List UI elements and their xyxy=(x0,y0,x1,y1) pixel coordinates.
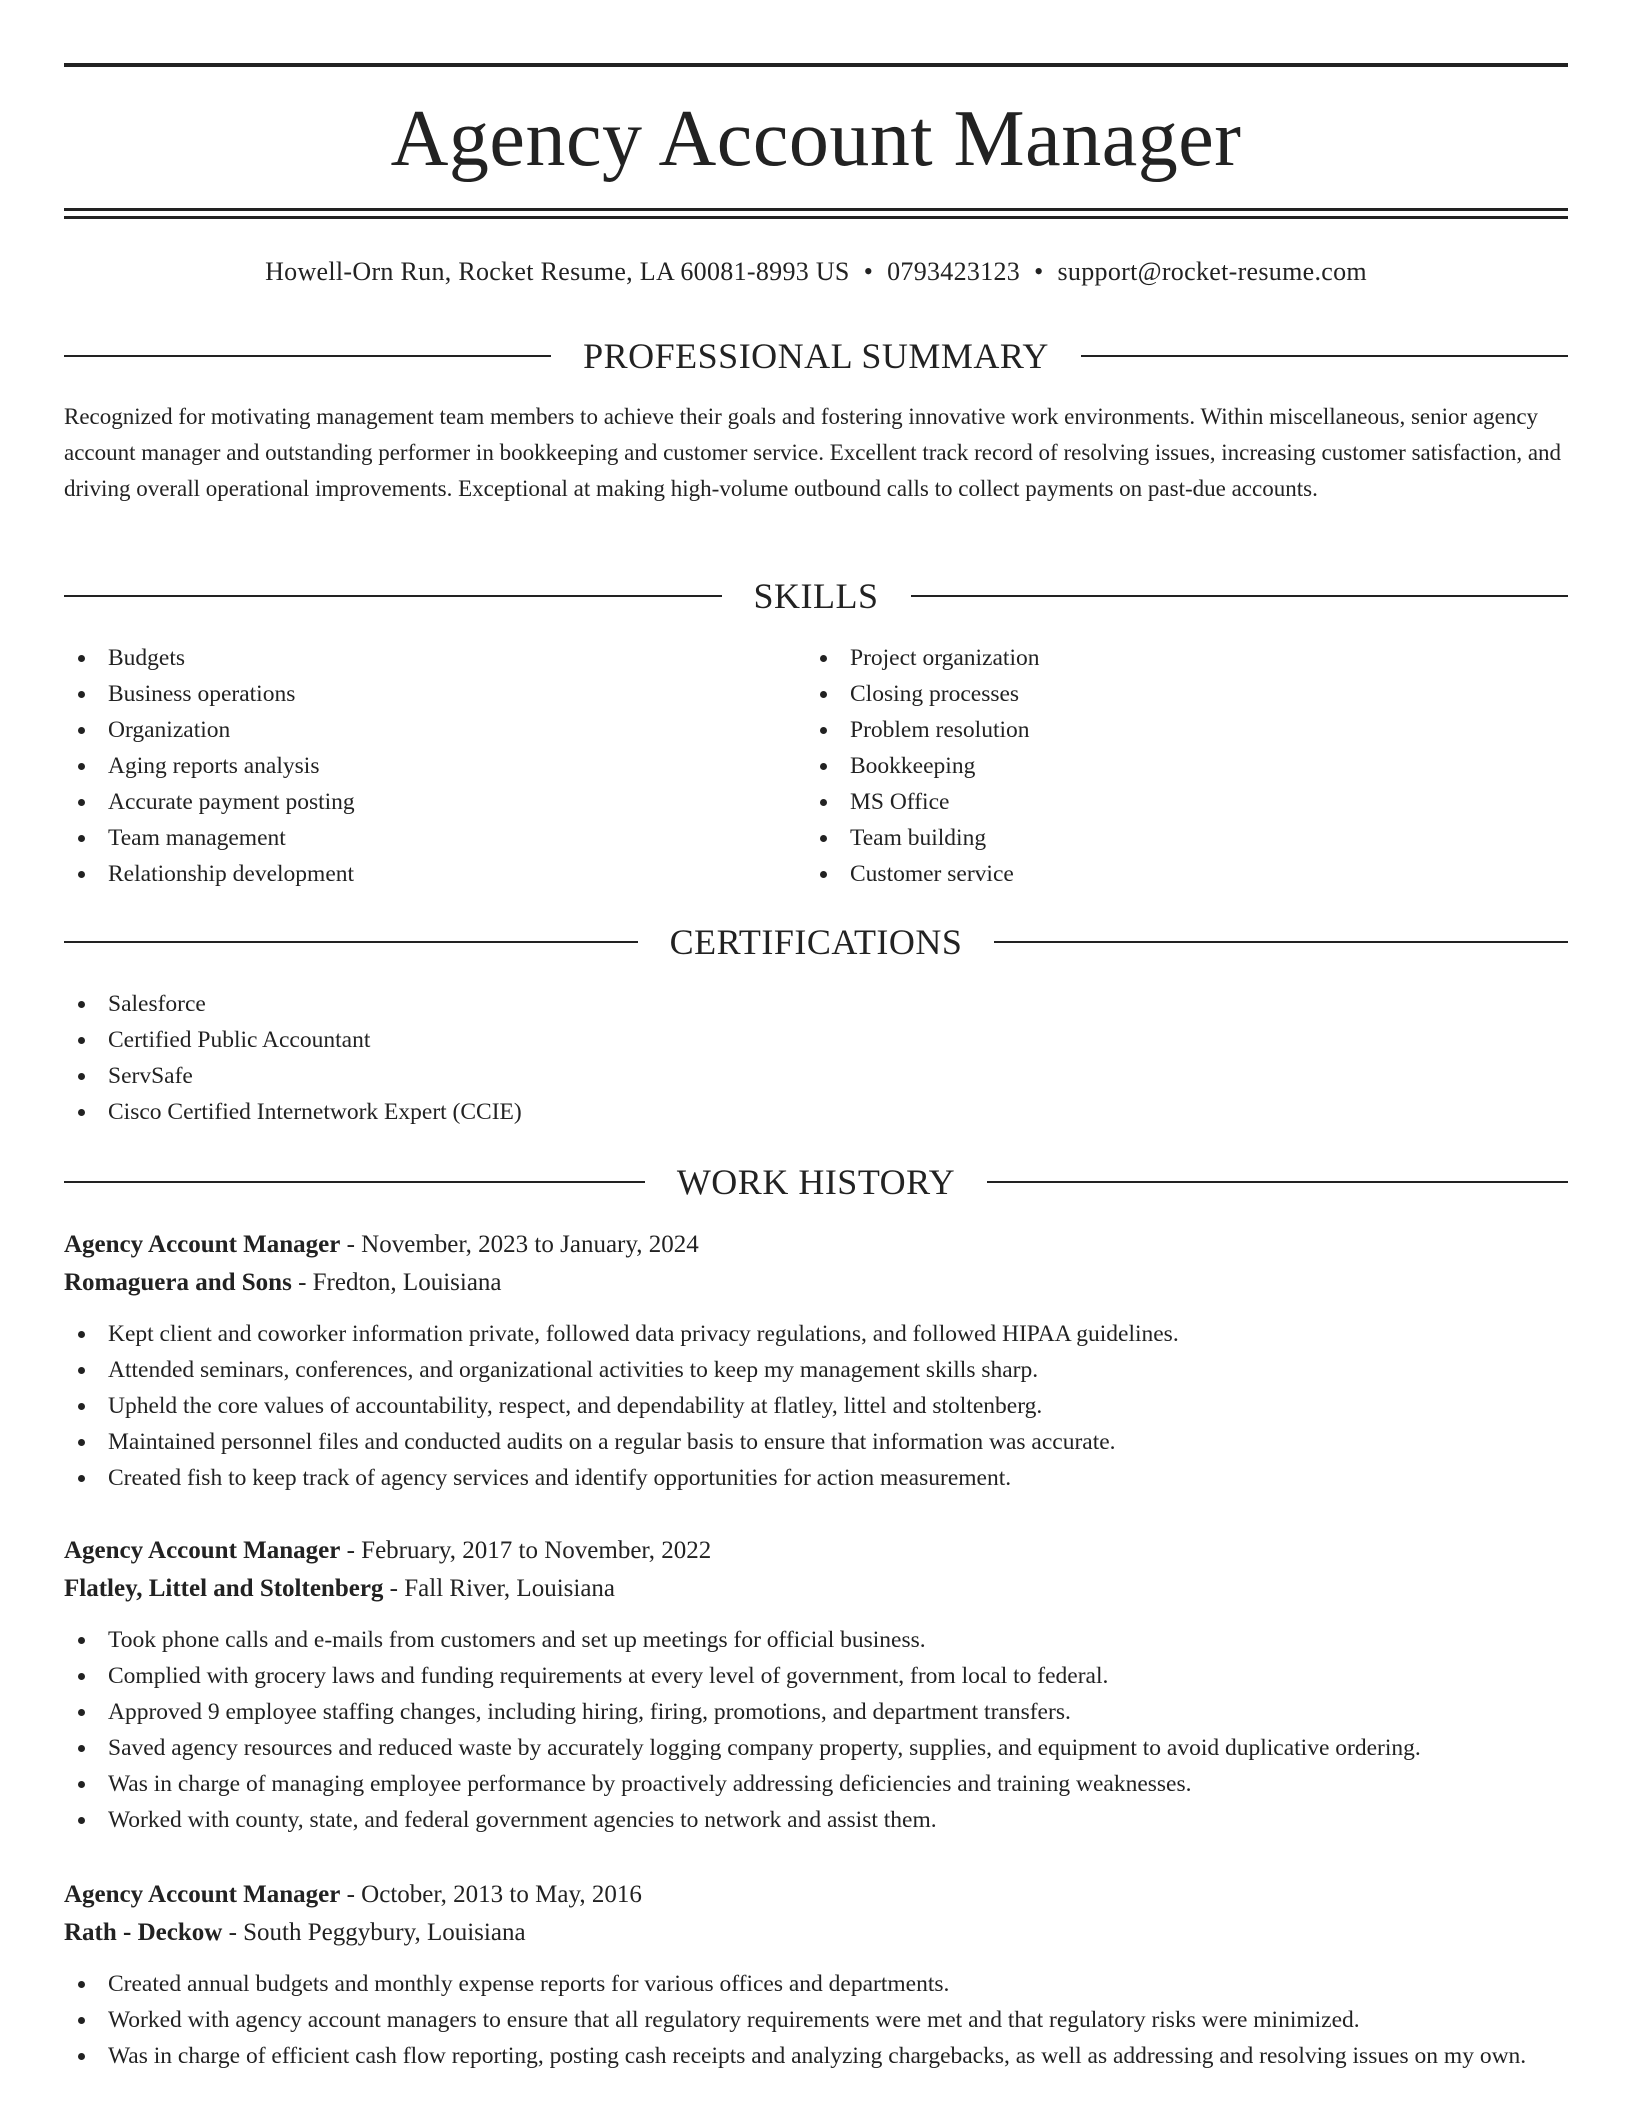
resume-title: Agency Account Manager xyxy=(390,95,1242,183)
job-duties-list xyxy=(64,1622,1568,1838)
job-company: Romaguera and Sons xyxy=(64,1269,292,1296)
contact-separator: • xyxy=(863,257,874,286)
job-duty: Worked with agency account managers to ensure that all regulatory requirements were met and that regulatory risks were minimized. xyxy=(64,2002,1568,2038)
skill-item: Team building xyxy=(806,820,1546,856)
skill-item: Business operations xyxy=(64,676,804,712)
job-entry xyxy=(64,1226,1568,1496)
certification-item: Cisco Certified Internetwork Expert (CCIE) xyxy=(64,1094,1568,1130)
job-location: - Fall River, Louisiana xyxy=(383,1575,616,1602)
job-company-line xyxy=(64,1570,1568,1608)
contact-separator: • xyxy=(1034,257,1044,286)
skill-item: Team management xyxy=(64,820,804,856)
job-duty: Was in charge of efficient cash flow reporting, posting cash receipts and analyzing chargebacks, as well as addressing and resolving issues on my own. xyxy=(64,2038,1568,2074)
summary-text: Recognized for motivating management team members to achieve their goals and fostering innovative work environments. Within miscellaneous, senior agency account manager and outstanding performer in bookkeeping and customer service. Excellent track record of resolving issues, increasing customer satisfaction, and driving overall operational improvements. Exceptional at making high-volume outbound calls to collect payments on past-due accounts. xyxy=(64,404,1562,501)
job-duty: Kept client and coworker information private, followed data privacy regulations, and followed HIPAA guidelines. xyxy=(64,1316,1568,1352)
skill-item: Relationship development xyxy=(64,856,804,892)
job-duties-list xyxy=(64,1316,1568,1496)
job-duty: Attended seminars, conferences, and organizational activities to keep my management skills sharp. xyxy=(64,1352,1568,1388)
job-location: - South Peggybury, Louisiana xyxy=(222,1919,526,1946)
job-company-line xyxy=(64,1264,1568,1302)
contact-phone: 0793423123 xyxy=(887,257,1021,286)
section-rule-left xyxy=(64,355,551,357)
section-rule-right xyxy=(911,595,1569,597)
section-rule-left xyxy=(64,941,638,943)
skill-item: Aging reports analysis xyxy=(64,748,804,784)
skill-item: Budgets xyxy=(64,640,804,676)
skill-item: Accurate payment posting xyxy=(64,784,804,820)
section-rule-left xyxy=(64,1181,645,1183)
job-title: Agency Account Manager xyxy=(64,1231,341,1258)
section-header-work-history xyxy=(64,1160,1568,1204)
job-company: Rath - Deckow xyxy=(64,1919,223,1946)
job-title-line xyxy=(64,1532,1568,1570)
job-duty: Worked with county, state, and federal government agencies to network and assist them. xyxy=(64,1802,1568,1838)
section-title-summary: PROFESSIONAL SUMMARY xyxy=(583,336,1049,376)
job-location: - Fredton, Louisiana xyxy=(291,1269,502,1296)
job-duty: Approved 9 employee staffing changes, including hiring, firing, promotions, and department transfers. xyxy=(64,1694,1568,1730)
skill-item: Organization xyxy=(64,712,804,748)
title-divider-upper xyxy=(64,208,1568,211)
section-header-summary xyxy=(64,334,1568,378)
job-entry xyxy=(64,1876,1568,2074)
certifications-list xyxy=(64,986,1568,1130)
job-duty: Complied with grocery laws and funding requirements at every level of government, from local to federal. xyxy=(64,1658,1568,1694)
job-title: Agency Account Manager xyxy=(64,1537,341,1564)
skills-list-right xyxy=(806,640,1546,892)
job-company: Flatley, Littel and Stoltenberg xyxy=(64,1575,384,1602)
section-header-certifications xyxy=(64,920,1568,964)
job-duty: Took phone calls and e-mails from customers and set up meetings for official business. xyxy=(64,1622,1568,1658)
job-title-line xyxy=(64,1226,1568,1264)
job-duties-list xyxy=(64,1966,1568,2074)
skill-item: Customer service xyxy=(806,856,1546,892)
certification-item: ServSafe xyxy=(64,1058,1568,1094)
job-dates: - November, 2023 to January, 2024 xyxy=(340,1231,699,1258)
skill-item: Problem resolution xyxy=(806,712,1546,748)
section-rule-right xyxy=(987,1181,1568,1183)
job-entry xyxy=(64,1532,1568,1838)
job-duty: Created fish to keep track of agency services and identify opportunities for action measurement. xyxy=(64,1460,1568,1496)
skill-item: MS Office xyxy=(806,784,1546,820)
job-duty: Created annual budgets and monthly expense reports for various offices and departments. xyxy=(64,1966,1568,2002)
certification-item: Certified Public Accountant xyxy=(64,1022,1568,1058)
contact-email: support@rocket-resume.com xyxy=(1057,257,1367,286)
skill-item: Bookkeeping xyxy=(806,748,1546,784)
section-rule-right xyxy=(994,941,1568,943)
section-title-certifications: CERTIFICATIONS xyxy=(669,922,963,962)
job-dates: - October, 2013 to May, 2016 xyxy=(340,1881,642,1908)
job-duty: Maintained personnel files and conducted audits on a regular basis to ensure that information was accurate. xyxy=(64,1424,1568,1460)
section-header-skills xyxy=(64,574,1568,618)
job-title: Agency Account Manager xyxy=(64,1881,341,1908)
skill-item: Project organization xyxy=(806,640,1546,676)
job-title-line xyxy=(64,1876,1568,1914)
contact-line xyxy=(64,255,1568,289)
title-divider-lower xyxy=(64,216,1568,219)
contact-address: Howell-Orn Run, Rocket Resume, LA 60081-8993 US xyxy=(265,257,850,286)
job-duty: Was in charge of managing employee performance by proactively addressing deficiencies and training weaknesses. xyxy=(64,1766,1568,1802)
skill-item: Closing processes xyxy=(806,676,1546,712)
top-divider xyxy=(64,63,1568,67)
job-duty: Saved agency resources and reduced waste by accurately logging company property, supplies, and equipment to avoid duplicative ordering. xyxy=(64,1730,1568,1766)
section-title-skills: SKILLS xyxy=(753,576,879,616)
job-duty: Upheld the core values of accountability, respect, and dependability at flatley, littel and stoltenberg. xyxy=(64,1388,1568,1424)
job-company-line xyxy=(64,1914,1568,1952)
section-rule-right xyxy=(1081,355,1568,357)
section-title-work-history: WORK HISTORY xyxy=(676,1162,956,1202)
section-rule-left xyxy=(64,595,722,597)
skills-list-left xyxy=(64,640,804,892)
certification-item: Salesforce xyxy=(64,986,1568,1022)
job-dates: - February, 2017 to November, 2022 xyxy=(340,1537,712,1564)
